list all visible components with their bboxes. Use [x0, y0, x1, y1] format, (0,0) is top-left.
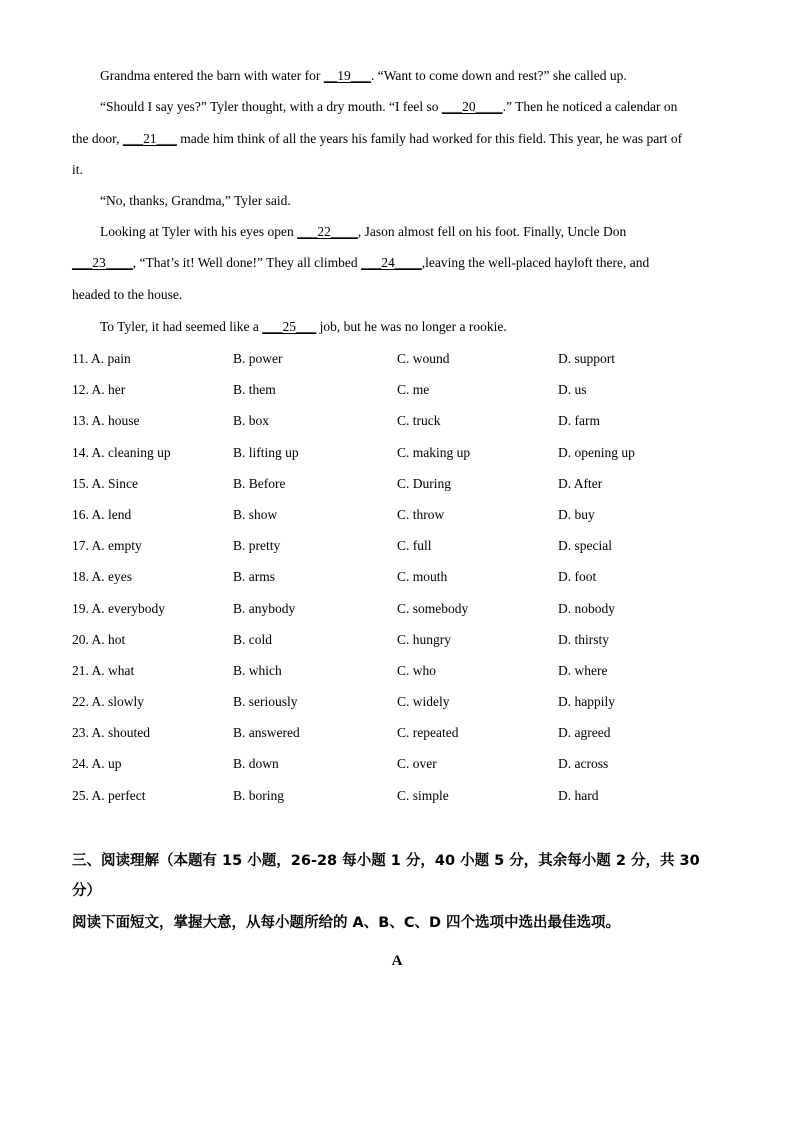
question-13-options [72, 405, 724, 436]
passage-text: . “Want to come down and rest?” she called up. [371, 68, 627, 83]
option-d: D. happily [558, 694, 615, 710]
option-a: 11. A. pain [72, 351, 131, 366]
passage-text: , “That’s it! Well done!” They all climbed [132, 255, 361, 270]
passage-paragraph-no-thanks [72, 185, 752, 216]
option-d: D. support [558, 351, 615, 366]
question-25-options [72, 780, 724, 811]
question-24-options [72, 748, 724, 779]
passage-text: “Should I say yes?” Tyler thought, with a dry mouth. “I feel so [100, 99, 442, 114]
option-b: B. show [233, 506, 278, 522]
option-a: 18. A. eyes [72, 569, 132, 585]
passage-text: the door, [72, 131, 123, 146]
option-a: 25. A. perfect [72, 787, 146, 803]
option-a: 14. A. cleaning up [72, 444, 171, 460]
option-c: C. truck [397, 413, 441, 429]
question-15-options [72, 468, 724, 499]
passage-text: , Jason almost fell on his foot. Finally, Uncle Don [357, 224, 627, 239]
question-16-options [72, 499, 724, 530]
passage-text: ,leaving the well-placed hayloft there, and [421, 255, 650, 270]
option-c: C. simple [397, 787, 449, 803]
option-d: D. us [558, 382, 587, 398]
option-c: C. widely [397, 694, 450, 710]
section-instruction: 阅读下面短文，掌握大意，从每小题所给的 A、B、C、D 四个选项中选出最佳选项。 [72, 915, 621, 931]
section-heading: 三、阅读理解（本题有 15 小题，26-28 每小题 1 分，40 小题 5 分，其余每小题 2 分，共 30 分） [72, 853, 700, 899]
option-d: D. special [558, 538, 612, 554]
option-a: 24. A. up [72, 756, 122, 772]
passage-text: Looking at Tyler with his eyes open [100, 224, 298, 239]
option-a: 23. A. shouted [72, 725, 151, 741]
question-20-options [72, 624, 724, 655]
option-d: D. nobody [558, 600, 615, 616]
option-a: 13. A. house [72, 413, 140, 429]
option-a: 19. A. everybody [72, 600, 165, 616]
option-d: D. After [558, 475, 603, 491]
option-c: C. somebody [397, 600, 469, 616]
blank-22: ___22____ [297, 224, 358, 239]
option-d: D. foot [558, 569, 597, 585]
option-d: D. where [558, 662, 608, 678]
option-c: C. full [397, 538, 432, 554]
option-c: C. making up [397, 444, 471, 460]
option-b: B. boring [233, 787, 285, 803]
question-21-options [72, 655, 724, 686]
option-a: 15. A. Since [72, 475, 138, 491]
question-12-options [72, 374, 724, 405]
option-a: 16. A. lend [72, 506, 132, 522]
option-b: B. answered [233, 725, 300, 741]
option-c: C. repeated [397, 725, 459, 741]
option-b: B. cold [233, 631, 272, 647]
option-d: D. agreed [558, 725, 611, 741]
passage-text: it. [72, 162, 83, 177]
blank-24: ___24____ [360, 255, 422, 270]
passage-paragraph-19 [72, 60, 752, 91]
option-d: D. farm [558, 413, 600, 429]
blank-25: ___25___ [262, 319, 317, 334]
option-b: B. seriously [233, 694, 298, 710]
option-b: B. box [233, 413, 270, 429]
passage-line-house [72, 279, 724, 310]
option-b: B. which [233, 662, 282, 678]
option-b: B. lifting up [233, 444, 299, 460]
option-d: D. opening up [558, 444, 635, 460]
option-d: D. across [558, 756, 609, 772]
question-22-options [72, 686, 724, 717]
passage-text: job, but he was no longer a rookie. [316, 319, 507, 334]
blank-21: ___21___ [122, 131, 177, 146]
option-d: D. buy [558, 506, 595, 522]
option-c: C. hungry [397, 631, 451, 647]
option-a: 12. A. her [72, 382, 126, 398]
blank-23: ___23____ [72, 255, 133, 270]
question-14-options [72, 437, 724, 468]
passage-line-21 [72, 123, 724, 154]
blank-20: ___20____ [441, 99, 503, 114]
question-11-options [72, 343, 724, 374]
option-b: B. down [233, 756, 279, 772]
blank-19: __19___ [323, 68, 372, 83]
passage-paragraph-20 [72, 91, 752, 122]
option-a: 21. A. what [72, 662, 135, 678]
option-a: 22. A. slowly [72, 694, 145, 710]
option-d: D. thirsty [558, 631, 610, 647]
passage-line-23-24 [72, 247, 724, 278]
option-b: B. Before [233, 475, 286, 491]
part-label: A [391, 953, 403, 969]
question-23-options [72, 717, 724, 748]
option-d: D. hard [558, 787, 599, 803]
question-17-options [72, 530, 724, 561]
passage-line-it [72, 154, 724, 185]
option-b: B. anybody [233, 600, 296, 616]
question-19-options [72, 593, 724, 624]
passage-text: Grandma entered the barn with water for [100, 68, 324, 83]
option-c: C. over [397, 756, 437, 772]
option-c: C. who [397, 662, 437, 678]
option-c: C. During [397, 475, 451, 491]
passage-text: .” Then he noticed a calendar on [502, 99, 678, 114]
answer-options-list [72, 343, 724, 811]
option-b: B. them [233, 382, 276, 398]
option-c: C. throw [397, 506, 445, 522]
option-c: C. wound [397, 351, 450, 366]
option-c: C. mouth [397, 569, 448, 585]
option-c: C. me [397, 382, 430, 398]
passage-text: headed to the house. [72, 287, 183, 302]
passage-paragraph-22 [72, 216, 752, 247]
option-b: B. arms [233, 569, 275, 585]
passage-text: “No, thanks, Grandma,” Tyler said. [100, 193, 291, 208]
option-b: B. power [233, 351, 283, 366]
passage-text: made him think of all the years his family had worked for this field. This year, he was part of [176, 131, 683, 146]
passage-paragraph-25 [72, 311, 752, 342]
question-18-options [72, 561, 724, 592]
option-a: 17. A. empty [72, 538, 142, 554]
passage-text: To Tyler, it had seemed like a [100, 319, 263, 334]
option-b: B. pretty [233, 538, 281, 554]
option-a: 20. A. hot [72, 631, 126, 647]
